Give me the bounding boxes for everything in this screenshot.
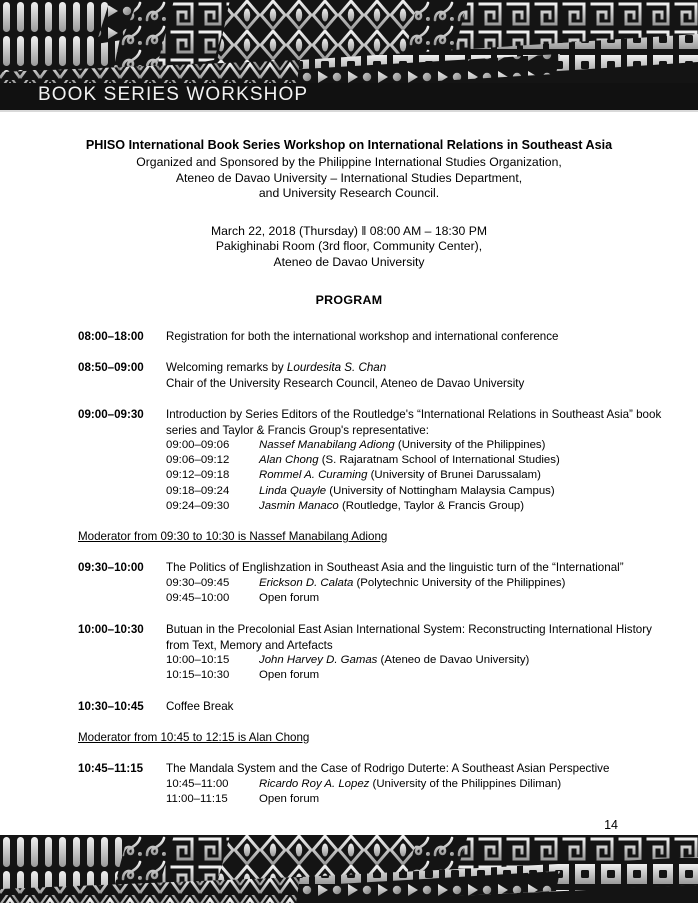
schedule-subitem-time: 10:15–10:30 xyxy=(166,669,230,682)
schedule-item-body xyxy=(166,622,678,683)
schedule-subitem-list xyxy=(166,438,678,514)
subitem-label: Open forum xyxy=(259,592,320,605)
schedule-subitem xyxy=(166,591,678,606)
speaker-name: Nassef Manabilang Adiong xyxy=(259,439,395,452)
program-schedule xyxy=(0,329,698,807)
schedule-item-body xyxy=(166,699,678,714)
schedule-subitem-list xyxy=(166,576,678,606)
schedule-subitem-list xyxy=(166,777,678,807)
moderator-note-text: Moderator from 09:30 to 10:30 is Nassef Manabilang Adiong xyxy=(78,530,388,544)
schedule-subitem-text xyxy=(259,668,678,683)
speaker-name: Linda Quayle xyxy=(259,484,327,497)
schedule-subitem-time: 09:06–09:12 xyxy=(166,454,230,467)
schedule-subitem-time: 10:00–10:15 xyxy=(166,654,230,667)
moderator-note-text: Moderator from 10:45 to 12:15 is Alan Chong xyxy=(78,730,310,744)
schedule-subitem-text xyxy=(259,576,678,591)
schedule-item-description: The Mandala System and the Case of Rodrigo Duterte: A Southeast Asian Perspective xyxy=(166,762,610,776)
schedule-subitem xyxy=(166,653,678,668)
top-decorative-border xyxy=(0,0,698,112)
schedule-subitem-time: 09:18–09:24 xyxy=(166,484,230,497)
moderator-note xyxy=(78,730,678,745)
venue-line-2: Ateneo de Davao University xyxy=(273,254,425,269)
schedule-subitem-text xyxy=(259,499,678,514)
organizer-line-0: Organized and Sponsored by the Philippine International Studies Organization, xyxy=(136,155,562,169)
speaker-affiliation: (University of the Philippines) xyxy=(394,439,546,452)
speaker-name: Rommel A. Curaming xyxy=(259,469,368,482)
venue-line-0: March 22, 2018 (Thursday) ‖ 08:00 AM – 18:30 PM xyxy=(210,223,487,238)
schedule-subitem-text xyxy=(259,484,678,499)
schedule-subitem-text xyxy=(259,453,678,468)
schedule-item-body xyxy=(166,560,678,606)
schedule-item-description: Introduction by Series Editors of the Routledge's “International Relations in Southeast Asia” book series and Taylor & Francis Group's representative: xyxy=(166,408,662,437)
page-title: PHISO International Book Series Workshop on International Relations in Southeast Asia xyxy=(85,138,613,152)
schedule-subitem xyxy=(166,668,678,683)
schedule-item-description: Butuan in the Precolonial East Asian International System: Reconstructing International History from Text, Memory and Artefacts xyxy=(166,623,652,652)
schedule-item-body xyxy=(166,407,678,514)
speaker-affiliation: (University of Brunei Darussalam) xyxy=(367,469,541,482)
schedule-subitem-time: 09:24–09:30 xyxy=(166,499,230,512)
speaker-affiliation: (Polytechnic University of the Philippines) xyxy=(353,576,566,589)
schedule-subitem-text xyxy=(259,653,678,668)
schedule-item xyxy=(78,360,678,391)
schedule-item-time: 09:00–09:30 xyxy=(78,408,144,422)
speaker-name: John Harvey D. Gamas xyxy=(259,654,378,667)
speaker-name: Lourdesita S. Chan xyxy=(286,361,387,375)
banner-underline-rule xyxy=(0,110,698,112)
schedule-subitem xyxy=(166,438,678,453)
schedule-item-time: 10:00–10:30 xyxy=(78,623,144,637)
speaker-name: Ricardo Roy A. Lopez xyxy=(259,777,370,790)
schedule-subitem xyxy=(166,453,678,468)
speaker-affiliation: (University of the Philippines Diliman) xyxy=(369,777,562,790)
schedule-item-description: Registration for both the international workshop and international conference xyxy=(166,330,559,343)
speaker-affiliation: (S. Rajaratnam School of International Studies) xyxy=(318,454,560,467)
schedule-subitem xyxy=(166,792,678,807)
schedule-subitem xyxy=(166,576,678,591)
speaker-name: Alan Chong xyxy=(259,454,319,467)
schedule-subitem-text xyxy=(259,468,678,483)
moderator-note xyxy=(78,529,678,544)
schedule-item-time: 08:00–18:00 xyxy=(78,330,144,343)
bottom-decorative-border xyxy=(0,835,698,903)
schedule-item xyxy=(78,699,678,714)
schedule-item-body xyxy=(166,761,678,807)
tribal-pattern-bottom xyxy=(0,835,698,903)
subitem-label: Open forum xyxy=(259,669,320,682)
schedule-item-time: 10:30–10:45 xyxy=(78,700,144,714)
schedule-subitem-list xyxy=(166,653,678,683)
schedule-item-body xyxy=(166,329,678,344)
schedule-item xyxy=(78,622,678,683)
schedule-item-time: 09:30–10:00 xyxy=(78,561,144,575)
banner-title: BOOK SERIES WORKSHOP xyxy=(38,84,309,105)
speaker-affiliation: (University of Nottingham Malaysia Campus) xyxy=(326,484,555,497)
schedule-item xyxy=(78,560,678,606)
schedule-subitem-time: 09:00–09:06 xyxy=(166,439,230,452)
schedule-subitem xyxy=(166,468,678,483)
schedule-subitem xyxy=(166,777,678,792)
page-number: 14 xyxy=(604,818,618,832)
schedule-subitem-time: 09:45–10:00 xyxy=(166,592,230,605)
schedule-subitem-text xyxy=(259,777,678,792)
schedule-item-time: 08:50–09:00 xyxy=(78,361,144,375)
organizer-lines xyxy=(60,155,638,202)
schedule-item xyxy=(78,407,678,514)
document-heading-block xyxy=(0,137,698,307)
subitem-label: Open forum xyxy=(259,792,320,805)
schedule-item-description xyxy=(166,360,678,375)
schedule-subitem-time: 11:00–11:15 xyxy=(166,792,228,805)
speaker-affiliation: (Ateneo de Davao University) xyxy=(377,654,530,667)
schedule-item-description: The Politics of Englishzation in Southeast Asia and the linguistic turn of the “International” xyxy=(166,561,624,575)
organizer-line-2: and University Research Council. xyxy=(258,186,440,200)
schedule-subitem-time: 09:12–09:18 xyxy=(166,469,230,482)
schedule-subitem-text xyxy=(259,438,678,453)
schedule-item-description-line2: Chair of the University Research Council, Ateneo de Davao University xyxy=(166,376,525,390)
schedule-subitem-time: 10:45–11:00 xyxy=(166,777,229,790)
schedule-subitem xyxy=(166,484,678,499)
speaker-name: Erickson D. Calata xyxy=(259,576,354,589)
venue-line-1: Pakighinabi Room (3rd floor, Community Center), xyxy=(215,239,483,253)
schedule-item xyxy=(78,761,678,807)
venue-lines xyxy=(60,224,638,271)
schedule-subitem-text xyxy=(259,591,678,606)
speaker-affiliation: (Routledge, Taylor & Francis Group) xyxy=(338,499,525,512)
document-page xyxy=(0,112,698,835)
schedule-item-description: Coffee Break xyxy=(166,700,234,714)
schedule-item-time: 10:45–11:15 xyxy=(78,762,144,776)
program-label: PROGRAM xyxy=(315,293,383,307)
description-text: Welcoming remarks by xyxy=(166,361,287,375)
speaker-name: Jasmin Manaco xyxy=(259,499,339,512)
schedule-subitem xyxy=(166,499,678,514)
schedule-item-body xyxy=(166,360,678,391)
schedule-subitem-text xyxy=(259,792,678,807)
organizer-line-1: Ateneo de Davao University – International Studies Department, xyxy=(175,170,523,185)
schedule-item xyxy=(78,329,678,344)
schedule-subitem-time: 09:30–09:45 xyxy=(166,576,230,589)
